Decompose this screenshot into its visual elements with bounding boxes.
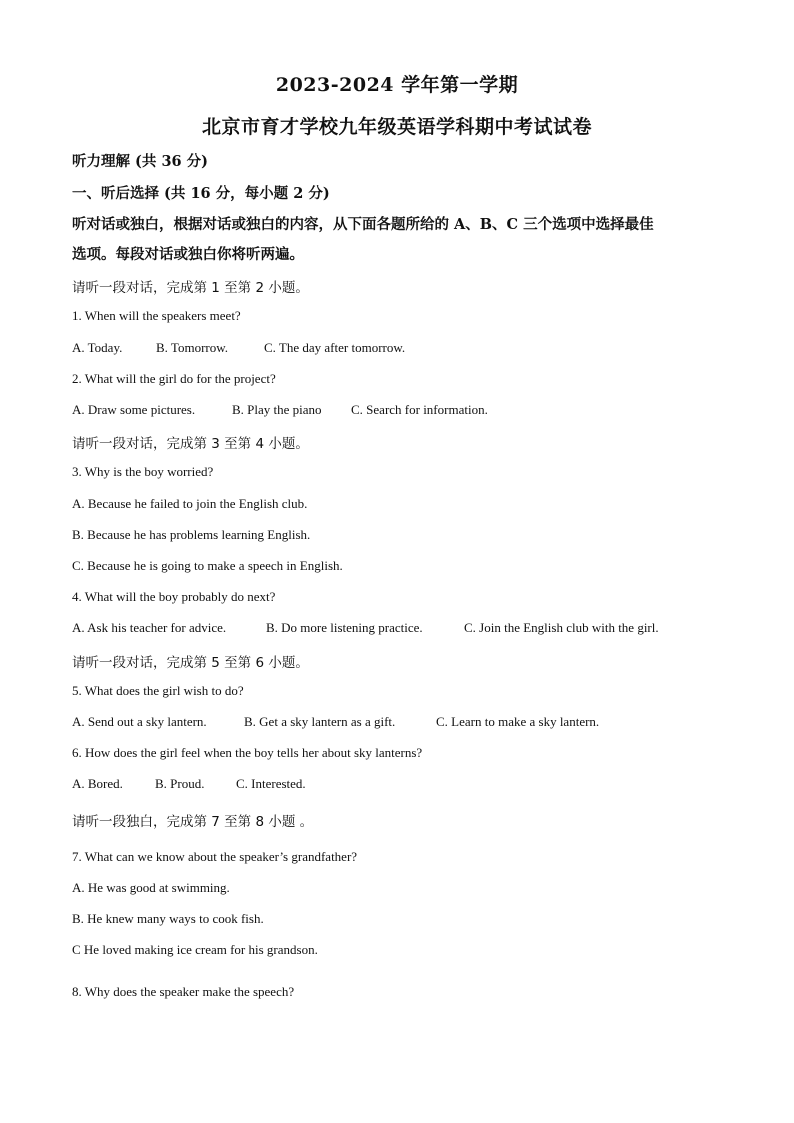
option-b: B. Because he has problems learning English. <box>72 527 311 542</box>
option-a: A. Because he failed to join the English club. <box>72 496 308 511</box>
option-c: C. Search for information. <box>351 402 488 417</box>
option-c: C. Interested. <box>236 776 306 791</box>
option-a: A. Today. <box>72 340 123 355</box>
option-c: C He loved making ice cream for his grandson. <box>72 942 318 957</box>
question-text: 5. What does the girl wish to do? <box>72 683 244 698</box>
group-prompt: 请听一段对话，完成第 1 至第 2 小题。 <box>72 280 309 296</box>
option-a: A. Bored. <box>72 776 123 791</box>
option-c: C. The day after tomorrow. <box>264 340 406 355</box>
question-text: 8. Why does the speaker make the speech? <box>72 984 295 999</box>
option-b: B. Get a sky lantern as a gift. <box>244 714 396 729</box>
option-a: A. Draw some pictures. <box>72 402 196 417</box>
options-row <box>72 402 488 418</box>
year-line: 2023-2024 学年第一学期 <box>275 74 519 96</box>
instruction-line-2: 选项。每段对话或独白你将听两遍。 <box>72 246 304 263</box>
part-title: 听力理解 (共 36 分) <box>72 153 209 170</box>
question-text: 2. What will the girl do for the project? <box>72 371 276 386</box>
option-a: A. Send out a sky lantern. <box>72 714 207 729</box>
question-text: 3. Why is the boy worried? <box>72 464 214 479</box>
question-text: 7. What can we know about the speaker’s grandfather? <box>72 849 358 864</box>
group-prompt: 请听一段独白，完成第 7 至第 8 小题 。 <box>72 814 314 830</box>
option-c: C. Learn to make a sky lantern. <box>436 714 600 729</box>
sub-title: 一、听后选择 (共 16 分，每小题 2 分) <box>72 185 330 202</box>
group-prompt: 请听一段对话，完成第 3 至第 4 小题。 <box>72 436 309 452</box>
instruction-line-1: 听对话或独白，根据对话或独白的内容，从下面各题所给的 A、B、C 三个选项中选择最佳 <box>72 216 654 233</box>
option-a: A. He was good at swimming. <box>72 880 230 895</box>
exam-title: 北京市育才学校九年级英语学科期中考试试卷 <box>201 116 592 138</box>
options-row <box>72 340 405 356</box>
option-c: C. Join the English club with the girl. <box>464 620 659 635</box>
options-row <box>72 714 599 730</box>
question-text: 1. When will the speakers meet? <box>72 308 241 323</box>
option-b: B. He knew many ways to cook fish. <box>72 911 264 926</box>
options-row <box>72 620 659 636</box>
option-b: B. Proud. <box>155 776 205 791</box>
group-prompt: 请听一段对话，完成第 5 至第 6 小题。 <box>72 655 309 671</box>
option-b: B. Tomorrow. <box>156 340 229 355</box>
option-b: B. Play the piano <box>232 402 322 417</box>
option-b: B. Do more listening practice. <box>266 620 423 635</box>
option-c: C. Because he is going to make a speech in English. <box>72 558 343 573</box>
options-row <box>72 776 306 792</box>
question-text: 6. How does the girl feel when the boy tells her about sky lanterns? <box>72 745 423 760</box>
question-text: 4. What will the boy probably do next? <box>72 589 276 604</box>
option-a: A. Ask his teacher for advice. <box>72 620 227 635</box>
